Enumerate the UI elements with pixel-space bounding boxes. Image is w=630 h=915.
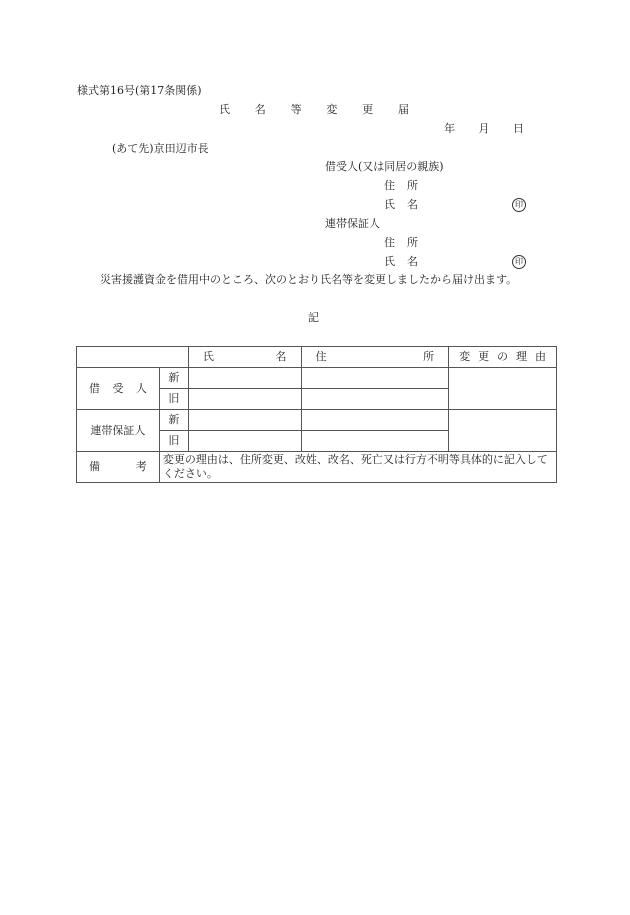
borrower-old-name-cell[interactable]: [188, 389, 301, 410]
form-number: 様式第16号(第17条関係): [77, 84, 202, 97]
addressee: (あて先)京田辺市長: [112, 142, 209, 155]
borrower-reason-cell[interactable]: [449, 368, 557, 410]
row-sub-old: 旧: [159, 389, 188, 410]
table-header-row: [77, 347, 557, 368]
guarantor-heading: 連帯保証人: [325, 217, 380, 230]
guarantor-new-address-cell[interactable]: [301, 410, 449, 431]
guarantor-old-address-cell[interactable]: [301, 431, 449, 452]
row-sub-new: 新: [159, 410, 188, 431]
header-address: 住 所: [301, 347, 449, 368]
row-sub-new: 新: [159, 368, 188, 389]
guarantor-reason-cell[interactable]: [449, 410, 557, 452]
row-label-guarantor: 連帯保証人: [77, 410, 160, 452]
row-sub-old: 旧: [159, 431, 188, 452]
borrower-new-address-cell[interactable]: [301, 368, 449, 389]
remarks-text: 変更の理由は、住所変更、改姓、改名、死亡又は行方不明等具体的に記入してください。: [159, 452, 556, 483]
table-row: [77, 368, 557, 389]
header-name: 氏 名: [188, 347, 301, 368]
guarantor-old-name-cell[interactable]: [188, 431, 301, 452]
table-row: [77, 410, 557, 431]
date-day: 日: [513, 122, 524, 135]
borrower-name-label: 氏 名: [384, 198, 418, 211]
remarks-label: 備 考: [77, 452, 160, 483]
seal-icon: 印: [512, 255, 526, 269]
remarks-row: [77, 452, 557, 483]
borrower-heading: 借受人(又は同居の親族): [325, 160, 444, 173]
borrower-address-label: 住 所: [384, 179, 418, 192]
change-table: [76, 346, 557, 483]
header-empty-cell: [77, 347, 189, 368]
seal-icon: 印: [512, 198, 526, 212]
date-month: 月: [478, 122, 490, 135]
guarantor-name-label: 氏 名: [384, 255, 418, 268]
document-title: 氏 名 等 変 更 届: [219, 103, 409, 116]
date-line: [444, 122, 524, 136]
row-label-borrower: 借 受 人: [77, 368, 160, 410]
date-year: 年: [444, 122, 455, 135]
header-reason: 変 更 の 理 由: [449, 347, 557, 368]
ki-heading: 記: [308, 311, 319, 324]
guarantor-new-name-cell[interactable]: [188, 410, 301, 431]
guarantor-address-label: 住 所: [384, 236, 418, 249]
borrower-new-name-cell[interactable]: [188, 368, 301, 389]
statement: 災害援護資金を借用中のところ、次のとおり氏名等を変更しましたから届け出ます。: [100, 273, 518, 286]
borrower-old-address-cell[interactable]: [301, 389, 449, 410]
